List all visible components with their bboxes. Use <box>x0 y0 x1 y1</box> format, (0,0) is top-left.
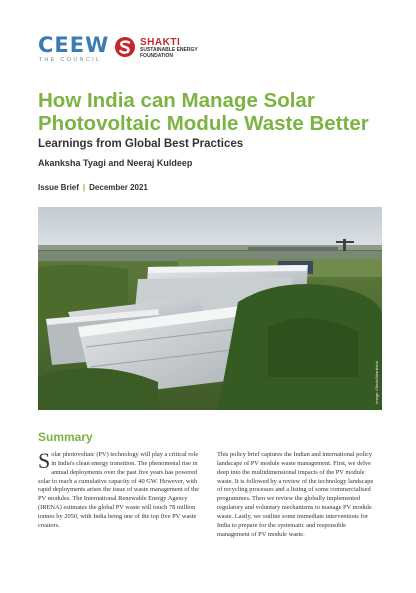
cover-photo <box>38 207 382 410</box>
summary-right-text: This policy brief captures the Indian and international policy landscape of PV module waste management. First, we delve deep into the multidimensional impacts of the PV module waste. It is followed by a review of the technology landscape of recycling processes and a listing of some commercialised programmes. Then we review the globally implemented regulatory and voluntary mechanisms to manage PV module waste. Lastly, we outline some immediate interventions for India to prepare for the systematic and responsible management of PV module waste. <box>217 451 374 538</box>
shakti-logo-tagline: SUSTAINABLE ENERGY FOUNDATION <box>140 47 198 59</box>
page-title: How India can Manage Solar Photovoltaic Module Waste Better <box>38 89 369 135</box>
ceew-logo <box>38 33 110 64</box>
issue-line <box>38 183 148 192</box>
summary-right-column <box>217 451 380 539</box>
issue-date: December 2021 <box>89 183 148 192</box>
ceew-logo-mark: CEEW <box>38 33 110 57</box>
ceew-logo-subtitle: THE COUNCIL <box>38 57 102 63</box>
shakti-logo <box>114 36 224 62</box>
shakti-logo-name: SHAKTI <box>140 37 181 48</box>
page-subtitle: Learnings from Global Best Practices <box>38 138 244 150</box>
summary-dropcap: S <box>38 448 51 473</box>
summary-left-column <box>38 448 201 531</box>
summary-left-text: olar photovoltaic (PV) technology will play a critical role in India's clean energy transition. The phenomenal rise in annual deployments over the past five years has powered solar to reach a cumulative capacity of 40 GW. However, with rapid deployments arises the issue of waste management of the PV modules. The International Renewable Energy Agency (IRENA) estimates the global PV waste will touch 78 million tonnes by 2050, with India being one of the top five PV waste creators. <box>38 451 199 529</box>
summary-heading: Summary <box>38 430 93 444</box>
authors: Akanksha Tyagi and Neeraj Kuldeep <box>38 158 193 168</box>
shakti-logo-icon <box>114 36 136 58</box>
issue-type: Issue Brief <box>38 183 79 192</box>
photo-credit: Image: iStock/Akanksha <box>374 361 379 404</box>
issue-separator: | <box>82 183 86 192</box>
solar-panel-waste-photo <box>38 207 382 410</box>
